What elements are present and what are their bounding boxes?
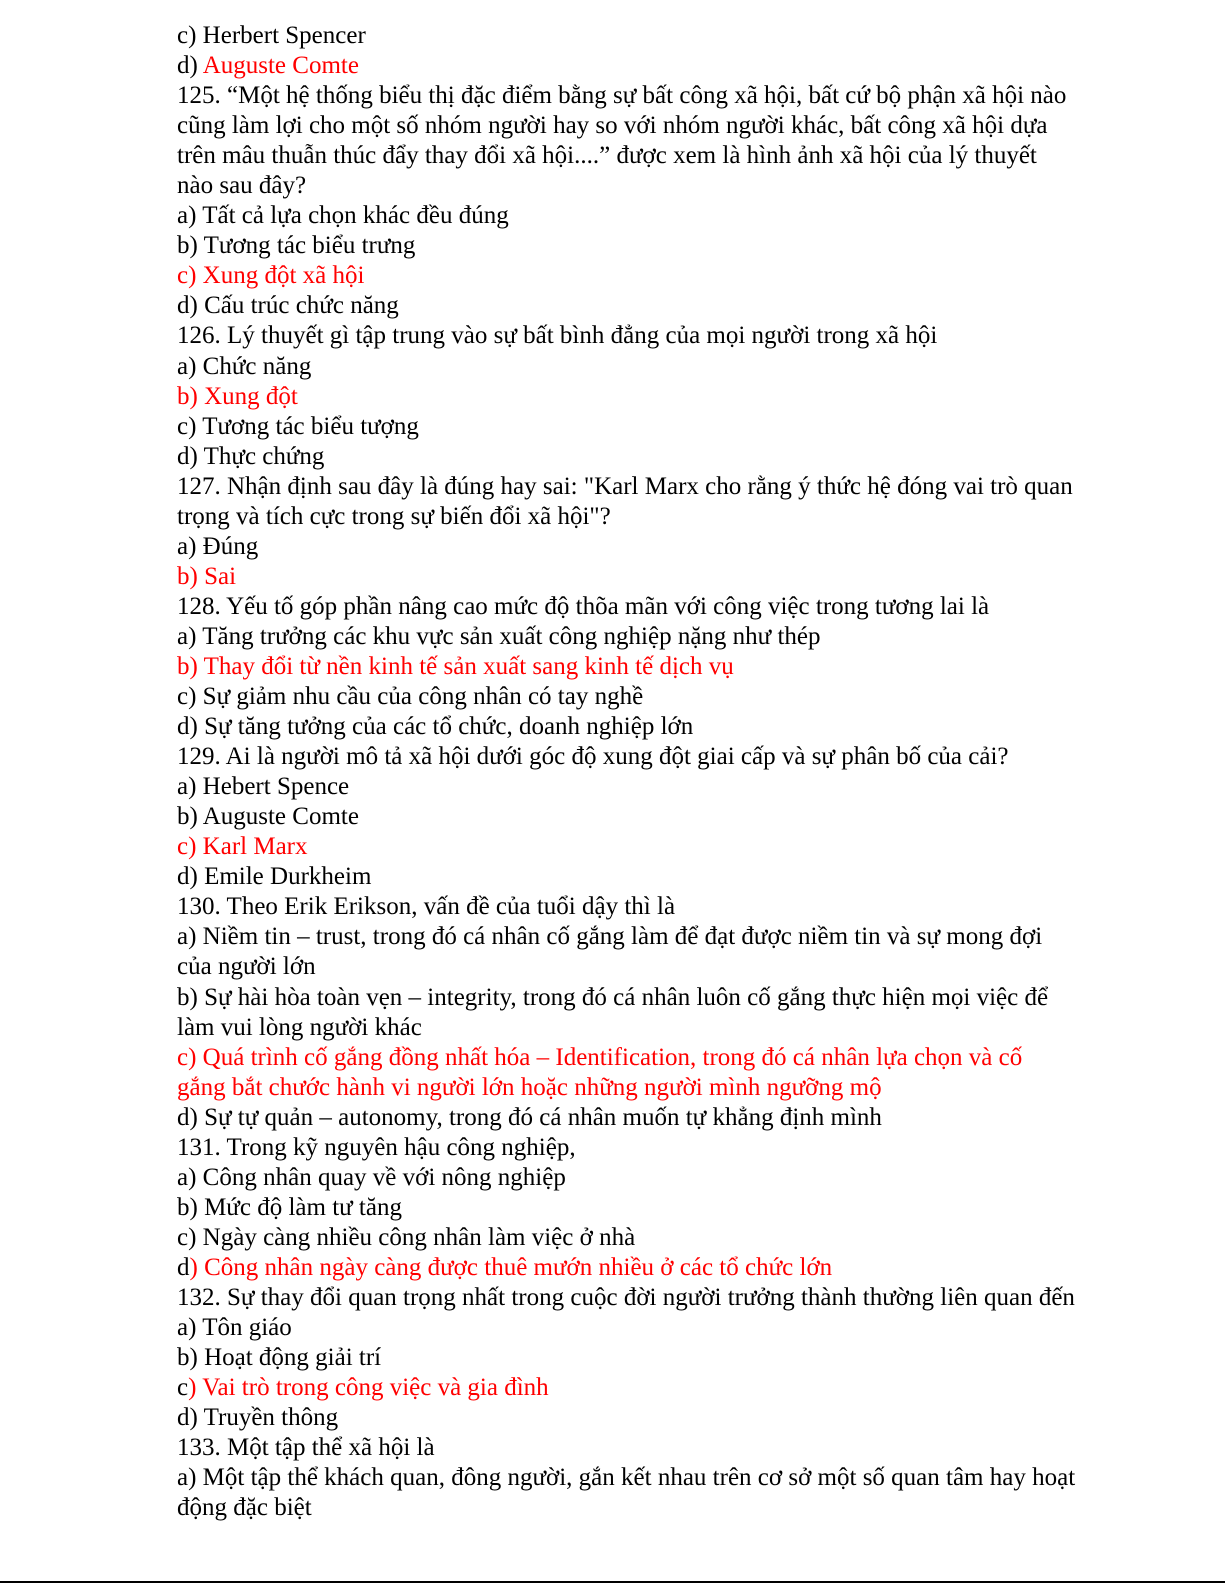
question-125-option-a: a) Tất cả lựa chọn khác đều đúng: [177, 202, 509, 230]
question-130-option-b-line-2: làm vui lòng người khác: [177, 1013, 422, 1041]
question-127-option-a: a) Đúng: [177, 532, 259, 560]
question-129: 129. Ai là người mô tả xã hội dưới góc độ xung đột giai cấp và sự phân bố của cải?: [177, 743, 1009, 771]
correct-answer: Auguste Comte: [202, 52, 359, 80]
question-130-option-a-line-2: của người lớn: [177, 953, 316, 981]
question-130-option-d: d) Sự tự quản – autonomy, trong đó cá nhân muốn tự khẳng định mình: [177, 1103, 882, 1131]
question-128-option-b-answer: b) Thay đổi từ nền kinh tế sản xuất sang kinh tế dịch vụ: [177, 652, 734, 680]
question-129-option-b: b) Auguste Comte: [177, 803, 359, 831]
question-127-line-1: 127. Nhận định sau đây là đúng hay sai: "Karl Marx cho rằng ý thức hệ đóng vai trò quan: [177, 472, 1073, 500]
document-page: [177, 21, 1137, 1523]
question-125-option-d: d) Cấu trúc chức năng: [177, 292, 399, 320]
page-bottom-rule: [0, 1581, 1225, 1583]
question-125-line-2: cũng làm lợi cho một số nhóm người hay so với nhóm người khác, bất công xã hội dựa: [177, 112, 1048, 140]
option-prefix: d: [177, 1253, 190, 1281]
question-133-option-a-line-2: động đặc biệt: [177, 1494, 312, 1522]
option-d-auguste-comte-answer: [177, 51, 1137, 81]
question-132-option-d: d) Truyền thông: [177, 1404, 339, 1432]
question-126-option-b-answer: b) Xung đột: [177, 382, 298, 410]
question-130: 130. Theo Erik Erikson, vấn đề của tuổi dậy thì là: [177, 893, 676, 921]
question-130-option-b-line-1: b) Sự hài hòa toàn vẹn – integrity, trong đó cá nhân luôn cố gắng thực hiện mọi việc để: [177, 983, 1049, 1011]
question-132-option-c-answer: [177, 1373, 1137, 1403]
question-126-option-d: d) Thực chứng: [177, 442, 325, 470]
question-131-option-b: b) Mức độ làm tư tăng: [177, 1193, 402, 1221]
question-126-option-c: c) Tương tác biểu tượng: [177, 412, 419, 440]
question-125-line-3: trên mâu thuẫn thúc đẩy thay đổi xã hội....” được xem là hình ảnh xã hội của lý thuyết: [177, 142, 1037, 170]
option-c-herbert-spencer: c) Herbert Spencer: [177, 22, 366, 49]
question-131-option-d-answer: [177, 1253, 1137, 1283]
correct-answer: ) Công nhân ngày càng được thuê mướn nhiều ở các tổ chức lớn: [189, 1253, 833, 1281]
question-127-option-b-answer: b) Sai: [177, 562, 237, 590]
correct-answer: ) Vai trò trong công việc và gia đình: [188, 1374, 549, 1402]
question-128-option-a: a) Tăng trưởng các khu vực sản xuất công nghiệp nặng như thép: [177, 622, 821, 650]
question-129-option-a: a) Hebert Spence: [177, 773, 350, 801]
question-126-option-a: a) Chức năng: [177, 352, 312, 380]
question-133-option-a-line-1: a) Một tập thể khách quan, đông người, gắn kết nhau trên cơ sở một số quan tâm hay hoạt: [177, 1464, 1076, 1492]
question-130-option-c-answer-line-1: c) Quá trình cố gắng đồng nhất hóa – Identification, trong đó cá nhân lựa chọn và cố: [177, 1043, 1023, 1071]
question-128-option-c: c) Sự giảm nhu cầu của công nhân có tay nghề: [177, 683, 644, 711]
question-125-option-b: b) Tương tác biểu trưng: [177, 232, 416, 260]
question-130-option-c-answer-line-2: gắng bắt chước hành vi người lớn hoặc những người mình ngưỡng mộ: [177, 1073, 882, 1101]
question-129-option-c-answer: c) Karl Marx: [177, 833, 308, 861]
question-126: 126. Lý thuyết gì tập trung vào sự bất bình đẳng của mọi người trong xã hội: [177, 322, 938, 350]
question-128-option-d: d) Sự tăng tưởng của các tổ chức, doanh nghiệp lớn: [177, 713, 694, 741]
question-132-option-a: a) Tôn giáo: [177, 1314, 292, 1342]
question-125-option-c-answer: c) Xung đột xã hội: [177, 262, 365, 290]
question-129-option-d: d) Emile Durkheim: [177, 863, 372, 891]
question-125-line-1: 125. “Một hệ thống biểu thị đặc điểm bằng sự bất công xã hội, bất cứ bộ phận xã hội nào: [177, 82, 1067, 110]
question-128: 128. Yếu tố góp phần nâng cao mức độ thõa mãn với công việc trong tương lai là: [177, 592, 990, 620]
question-130-option-a-line-1: a) Niềm tin – trust, trong đó cá nhân cố gắng làm để đạt được niềm tin và sự mong đợi: [177, 923, 1043, 951]
question-133: 133. Một tập thể xã hội là: [177, 1434, 435, 1462]
question-131-option-a: a) Công nhân quay về với nông nghiệp: [177, 1163, 566, 1191]
question-131: 131. Trong kỹ nguyên hậu công nghiệp,: [177, 1133, 576, 1161]
question-127-line-2: trọng và tích cực trong sự biến đổi xã hội"?: [177, 502, 611, 530]
option-prefix: c: [177, 1374, 189, 1402]
question-125-line-4: nào sau đây?: [177, 172, 307, 200]
option-prefix: d): [177, 52, 203, 80]
question-132: 132. Sự thay đổi quan trọng nhất trong cuộc đời người trưởng thành thường liên quan đến: [177, 1283, 1075, 1311]
question-132-option-b: b) Hoạt động giải trí: [177, 1344, 382, 1372]
question-131-option-c: c) Ngày càng nhiều công nhân làm việc ở nhà: [177, 1223, 636, 1251]
